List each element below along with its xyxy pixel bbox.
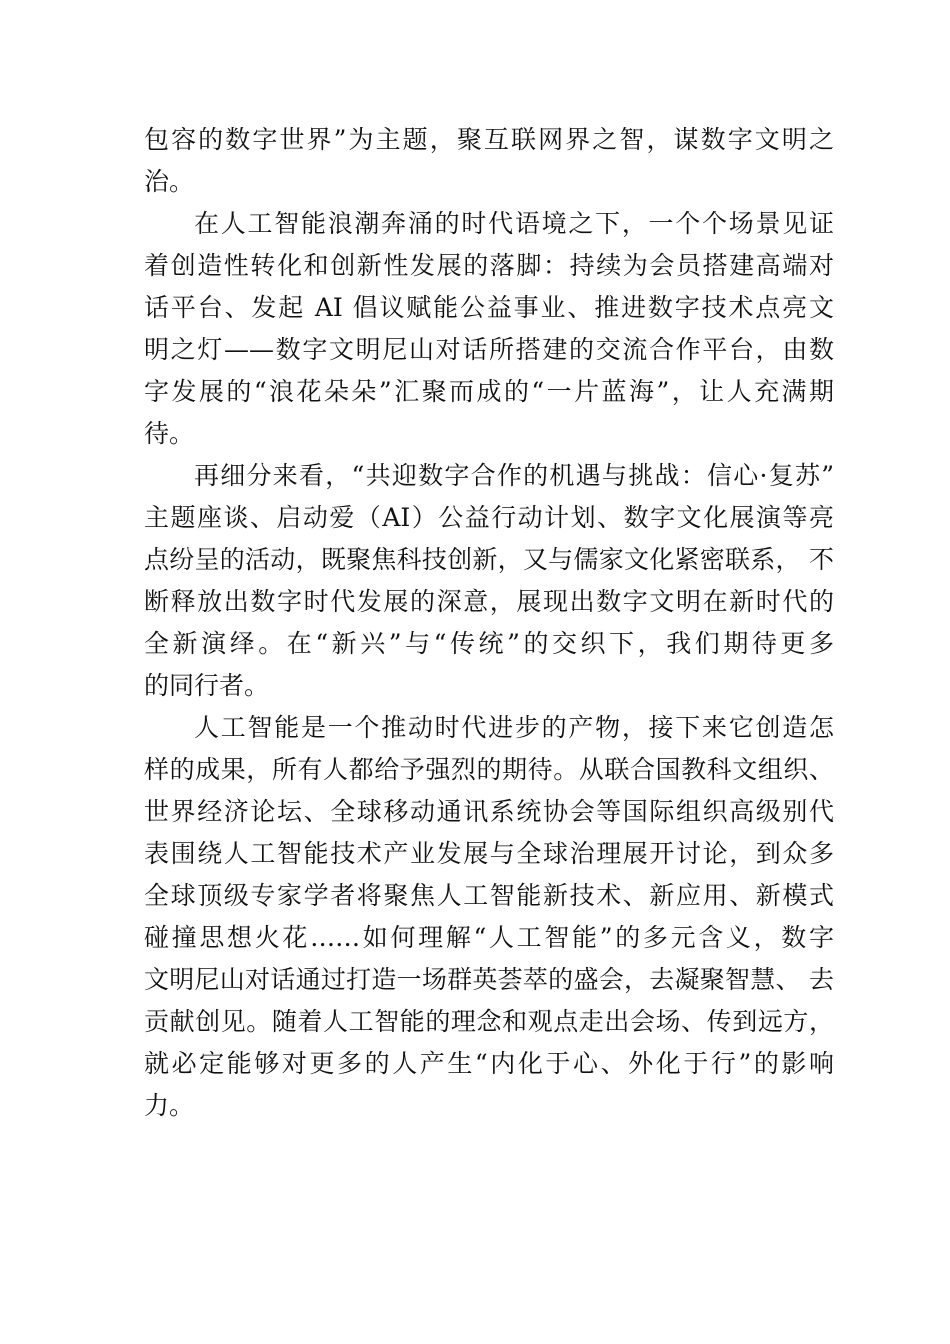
text-line: 再细分来看，“共迎数字合作的机遇与挑战：信心·复苏” <box>194 461 834 490</box>
paragraph-2 <box>144 203 834 455</box>
text-line: 世界经济论坛、全球移动通讯系统协会等国际组织高级别代 <box>144 797 834 826</box>
paragraph-3 <box>144 455 834 707</box>
article-body <box>144 119 834 1127</box>
text-line: 明之灯——数字文明尼山对话所搭建的交流合作平台，由数 <box>144 335 834 364</box>
text-line: 贡献创见。随着人工智能的理念和观点走出会场、传到远方， <box>144 1007 834 1036</box>
text-line: 样的成果，所有人都给予强烈的期待。从联合国教科文组织、 <box>144 755 834 784</box>
text-line: 碰撞思想火花……如何理解“人工智能”的多元含义，数字 <box>144 923 834 952</box>
text-line: 人工智能是一个推动时代进步的产物，接下来它创造怎 <box>194 713 834 742</box>
text-line: 全球顶级专家学者将聚焦人工智能新技术、新应用、新模式 <box>144 881 834 910</box>
text-line: 话平台、发起 AI 倡议赋能公益事业、推进数字技术点亮文 <box>144 293 834 322</box>
paragraph-1 <box>144 119 834 203</box>
text-line: 治。 <box>144 167 195 196</box>
text-line: 点纷呈的活动，既聚焦科技创新，又与儒家文化紧密联系， 不 <box>144 545 834 574</box>
text-line: 断释放出数字时代发展的深意，展现出数字文明在新时代的 <box>144 587 834 616</box>
text-line: 包容的数字世界”为主题，聚互联网界之智，谋数字文明之 <box>144 125 834 154</box>
text-line: 就必定能够对更多的人产生“内化于心、外化于行”的影响 <box>144 1049 834 1078</box>
text-line: 待。 <box>144 419 195 448</box>
text-line: 着创造性转化和创新性发展的落脚：持续为会员搭建高端对 <box>144 251 834 280</box>
text-line: 主题座谈、启动爱（AI）公益行动计划、数字文化展演等亮 <box>144 503 834 532</box>
text-line: 力。 <box>144 1091 195 1120</box>
text-line: 的同行者。 <box>144 671 270 700</box>
text-line: 表围绕人工智能技术产业发展与全球治理展开讨论，到众多 <box>144 839 834 868</box>
text-line: 字发展的“浪花朵朵”汇聚而成的“一片蓝海”，让人充满期 <box>144 377 834 406</box>
text-line: 文明尼山对话通过打造一场群英荟萃的盛会，去凝聚智慧、 去 <box>144 965 834 994</box>
text-line: 全新演绎。在“新兴”与“传统”的交织下，我们期待更多 <box>144 629 834 658</box>
paragraph-4 <box>144 707 834 1127</box>
text-line: 在人工智能浪潮奔涌的时代语境之下，一个个场景见证 <box>194 209 834 238</box>
